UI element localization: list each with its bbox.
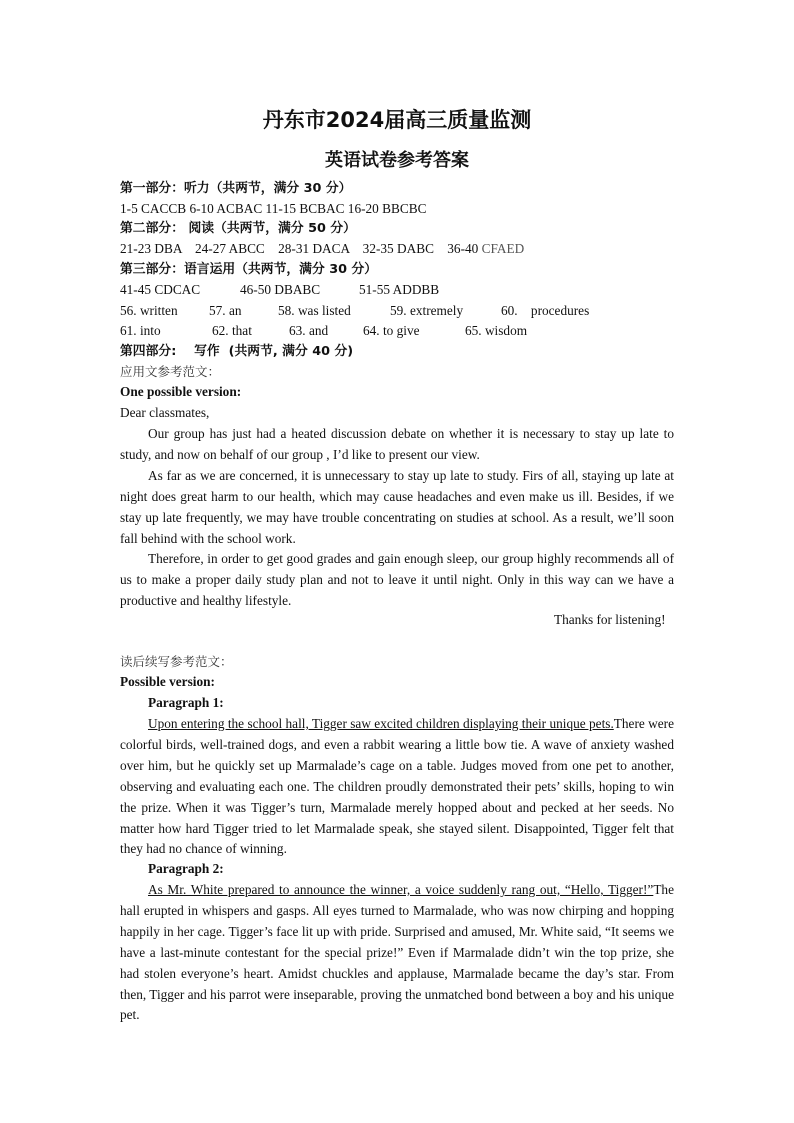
letter-paragraph-3: Therefore, in order to get good grades and gain enough sleep, our group highly recommends all of us to make a proper daily study plan and not to leave it until night. Only in this way can we have a productive and healthy lifestyle.: [120, 551, 674, 609]
letter-body: [120, 424, 674, 612]
answer-59: 59. extremely: [390, 303, 464, 318]
letter-paragraph-1: Our group has just had a heated discussion debate on whether it is necessary to stay up late to study, and now on behalf of our group , I’d like to present our view.: [120, 426, 674, 462]
part2-answers-b: CFAED: [481, 241, 525, 256]
version1-label: One possible version:: [120, 384, 242, 399]
paragraph1-label: Paragraph 1:: [148, 695, 224, 710]
paragraph2-body: The hall erupted in whispers and gasps. All eyes turned to Marmalade, who was now chirping and hopping happily in her cage. Tigger’s face lit up with pride. Surprised and amused, Mr. White said, “It seems we have a last-minute contestant for the special prize!” Even if Marmalade didn’t win the top prize, she had stolen everyone’s heart. Amidst chuckles and applause, Marmalade became the day’s star. From then, Tigger and his parrot were inseparable, proving the unmatched bond between a boy and his unique pet.: [120, 882, 674, 1023]
page-title: 丹东市2024届高三质量监测: [262, 108, 532, 132]
paragraph2-label: Paragraph 2:: [148, 861, 224, 876]
paragraph2-opening: As Mr. White prepared to announce the winner, a voice suddenly rang out, “Hello, Tigger!”: [148, 882, 654, 897]
part3-row2: [120, 302, 589, 320]
answer-65: 65. wisdom: [465, 323, 528, 338]
part1-heading: 第一部分：听力（共两节，满分 30 分）: [120, 181, 352, 196]
part4-heading: 第四部分: 写作 (共两节, 满分 40 分): [120, 344, 354, 359]
letter-closing: Thanks for listening!: [554, 612, 666, 627]
letter-paragraph-2: As far as we are concerned, it is unnecessary to stay up late to study. Firs of all, staying up late at night does great harm to our health, which may cause headaches and even make us ill. Besides, if we stay up late frequently, we may have trouble concentrating on studies at school. As a result, we’ll soon fall behind with the school work.: [120, 467, 674, 546]
answer-56: 56. written: [120, 303, 178, 318]
answer-63: 63. and: [289, 323, 329, 338]
part2-answers: [120, 240, 524, 258]
part4-sub1: 应用文参考范文：: [120, 364, 221, 379]
version2-label: Possible version:: [120, 674, 215, 689]
part3-heading: 第三部分：语言运用（共两节，满分 30 分）: [120, 262, 378, 277]
answer-62: 62. that: [212, 323, 252, 338]
answer-41-45: 41-45 CDCAC: [120, 282, 201, 297]
continuation-paragraph-1: [120, 714, 674, 860]
part2-answers-a: 21-23 DBA 24-27 ABCC 28-31 DACA 32-35 DABC 36-40: [120, 241, 482, 256]
paragraph1-opening: Upon entering the school hall, Tigger saw excited children displaying their unique pets.: [148, 716, 614, 731]
answer-51-55: 51-55 ADDBB: [359, 282, 440, 297]
part1-answers: 1-5 CACCB 6-10 ACBAC 11-15 BCBAC 16-20 BBCBC: [120, 201, 427, 216]
answer-57: 57. an: [209, 303, 242, 318]
letter-greeting: Dear classmates,: [120, 405, 210, 420]
part3-row3: [120, 322, 527, 340]
part3-row1: [120, 281, 439, 299]
part2-heading: 第二部分： 阅读（共两节，满分 50 分）: [120, 221, 356, 236]
paragraph1-body: There were colorful birds, well-trained dogs, and even a rabbit wearing a little bow tie. A wave of anxiety washed over him, but he quickly set up Marmalade’s cage on a table. Judges moved from one pet to another, observing and evaluating each one. The children proudly demonstrated their pets’ skills, hoping to win the prize. When it was Tigger’s turn, Marmalade merely hopped about and pecked at her seeds. No matter how hard Tigger tried to let Marmalade speak, she stayed silent. Disappointed, Tigger felt that they had no chance of winning.: [120, 716, 674, 857]
page-subtitle: 英语试卷参考答案: [325, 150, 469, 171]
continuation-paragraph-2: [120, 880, 674, 1026]
part4-sub2: 读后续写参考范文：: [120, 654, 233, 669]
answer-60: 60. procedures: [501, 303, 590, 318]
answer-61: 61. into: [120, 323, 161, 338]
answer-46-50: 46-50 DBABC: [240, 282, 321, 297]
answer-64: 64. to give: [363, 323, 420, 338]
answer-58: 58. was listed: [278, 303, 351, 318]
